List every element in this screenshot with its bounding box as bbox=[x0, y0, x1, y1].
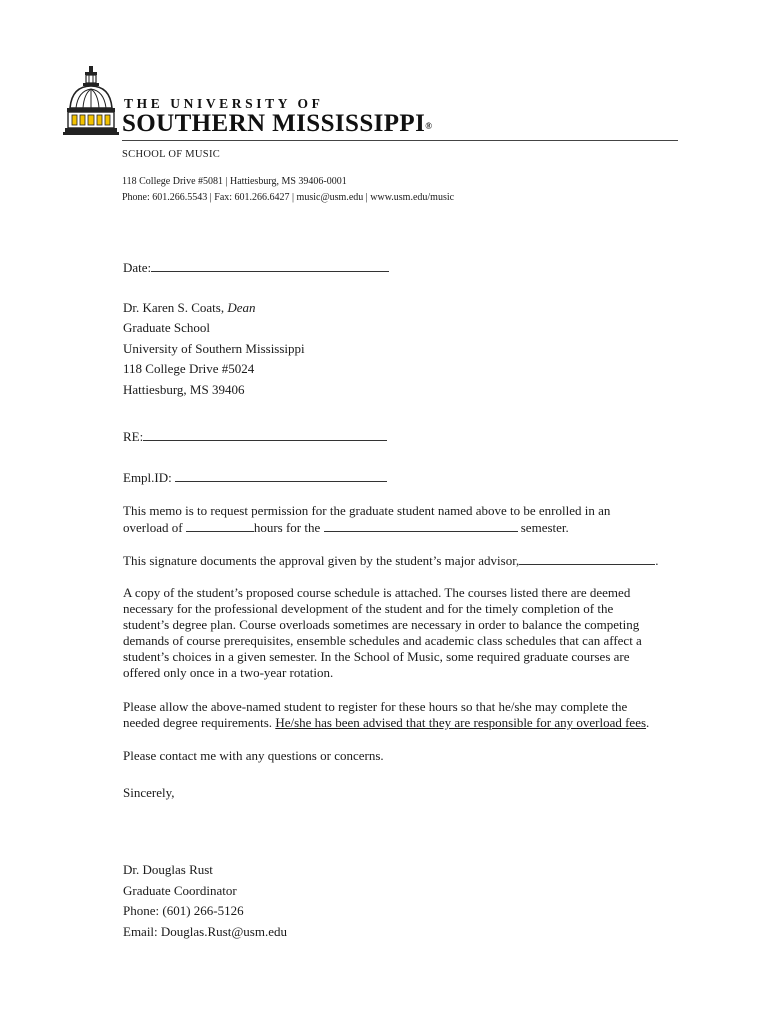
paragraph-line: student’s choices in a given semester. In the School of Music, some required graduate courses are bbox=[123, 649, 630, 664]
recipient-dept: Graduate School bbox=[123, 320, 211, 335]
recipient-name-line bbox=[123, 300, 256, 316]
requirements-text: needed degree requirements. bbox=[123, 715, 273, 730]
paragraph-request bbox=[123, 503, 693, 536]
empl-id-field[interactable] bbox=[123, 469, 387, 486]
semester-blank[interactable] bbox=[324, 519, 518, 532]
empl-id-blank[interactable] bbox=[175, 469, 387, 482]
university-dome-logo bbox=[62, 64, 120, 138]
hours-text: hours for the bbox=[253, 520, 321, 535]
re-field[interactable] bbox=[123, 428, 387, 445]
recipient-title: Dean bbox=[227, 300, 256, 315]
advisor-blank[interactable] bbox=[519, 552, 655, 565]
paragraph-line bbox=[123, 519, 693, 536]
paragraph-line: student’s degree plan. Course overloads sometimes are necessary in order to balance the competing bbox=[123, 617, 640, 632]
re-blank[interactable] bbox=[143, 428, 387, 441]
paragraph-line: This signature documents the approval given by the student’s major advisor, . bbox=[123, 553, 659, 568]
semester-text: semester. bbox=[520, 520, 569, 535]
date-label: Date: bbox=[123, 260, 152, 275]
paragraph-line: Please allow the above-named student to register for these hours so that he/she may complete the bbox=[123, 699, 628, 714]
university-name-text: SOUTHERN MISSISSIPPI bbox=[122, 110, 426, 137]
school-contact: Phone: 601.266.5543 | Fax: 601.266.6427 | music@usm.edu | www.usm.edu/music bbox=[122, 192, 455, 203]
overload-fees-notice: He/she has been advised that they are responsible for any overload fees bbox=[275, 715, 647, 730]
recipient-name: Dr. Karen S. Coats, bbox=[123, 300, 225, 315]
university-name-top: THE UNIVERSITY OF bbox=[124, 96, 324, 111]
paragraph-contact: Please contact me with any questions or concerns. bbox=[123, 748, 384, 763]
signer-email: Email: Douglas.Rust@usm.edu bbox=[123, 924, 287, 939]
overload-text: overload of bbox=[123, 520, 183, 535]
closing: Sincerely, bbox=[123, 785, 175, 800]
re-label: RE: bbox=[123, 429, 144, 444]
paragraph-line: A copy of the student’s proposed course schedule is attached. The courses listed there are deemed bbox=[123, 585, 631, 600]
date-blank[interactable] bbox=[151, 259, 389, 272]
letterhead-divider bbox=[122, 140, 678, 141]
recipient-street: 118 College Drive #5024 bbox=[123, 361, 255, 376]
recipient-org: University of Southern Mississippi bbox=[123, 341, 305, 356]
signer-phone: Phone: (601) 266-5126 bbox=[123, 903, 244, 918]
paragraph-line: needed degree requirements. He/she has been advised that they are responsible for any overload fees. bbox=[123, 715, 650, 730]
signer-name: Dr. Douglas Rust bbox=[123, 862, 213, 877]
paragraph-signature bbox=[123, 552, 693, 569]
paragraph-line: offered only once in a two-year rotation. bbox=[123, 665, 334, 680]
paragraph-line: demands of course prerequisites, ensemble schedules and academic class schedules that can affect a bbox=[123, 633, 642, 648]
university-name-main bbox=[122, 110, 432, 138]
paragraph-register bbox=[123, 699, 693, 731]
paragraph-schedule bbox=[123, 585, 693, 681]
hours-blank[interactable] bbox=[186, 519, 254, 532]
date-field[interactable] bbox=[123, 259, 389, 276]
advisor-text: This signature documents the approval given by the student’s major advisor, bbox=[123, 553, 520, 568]
registered-mark: ® bbox=[425, 121, 432, 131]
paragraph-line: This memo is to request permission for the graduate student named above to be enrolled in an bbox=[123, 503, 611, 518]
school-address: 118 College Drive #5081 | Hattiesburg, MS 39406-0001 bbox=[122, 176, 347, 187]
recipient-city: Hattiesburg, MS 39406 bbox=[123, 382, 245, 397]
signer-title: Graduate Coordinator bbox=[123, 883, 237, 898]
school-name: SCHOOL OF MUSIC bbox=[122, 149, 221, 160]
paragraph-line: necessary for the professional development of the student and for the timely completion of the bbox=[123, 601, 614, 616]
empl-id-label: Empl.ID: bbox=[123, 470, 172, 485]
